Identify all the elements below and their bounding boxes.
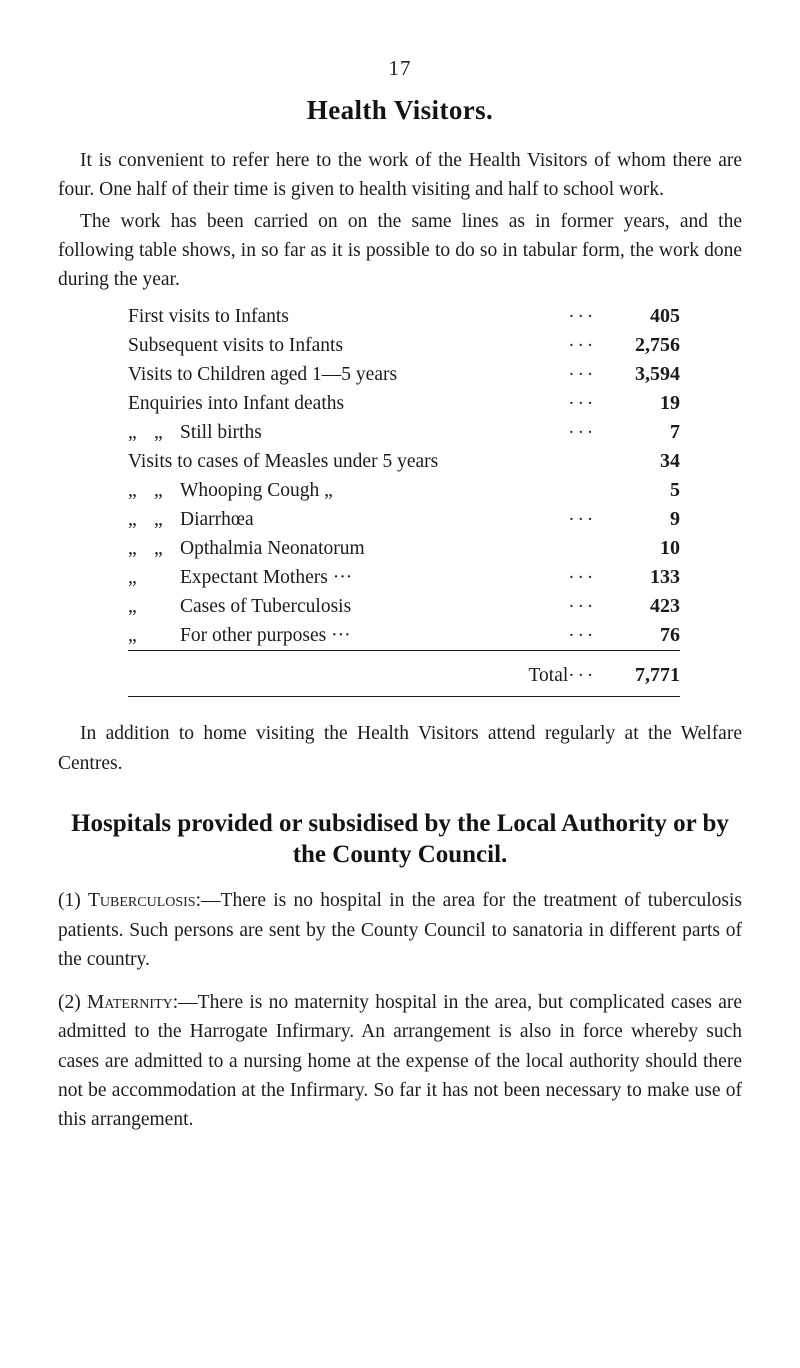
row-dots: ··· xyxy=(568,306,597,328)
table-row xyxy=(128,534,680,563)
table-row xyxy=(128,563,680,592)
row-dots xyxy=(568,534,608,563)
row-value: 7 xyxy=(670,421,680,444)
row-dots: ··· xyxy=(568,335,597,357)
row-value: 34 xyxy=(660,450,680,473)
table-row xyxy=(128,331,680,360)
total-dots: ··· xyxy=(568,665,597,687)
ditto-mark: „ xyxy=(128,567,137,589)
ditto-mark: „ xyxy=(128,422,137,444)
table-row xyxy=(128,447,680,476)
health-visitors-table-wrap xyxy=(128,302,680,697)
item-text: :—There is no maternity hospital in the area, but complicated cases are admitted to the Harrogate Infirmary. An arrangement is also in force whereby such cases are admitted to a nursing home at the expense of the local authority should there not be accommodation at the Infirmary. So far it has not been necessary to make use of this arrangement. xyxy=(58,992,742,1130)
health-visitors-intro xyxy=(58,146,742,294)
row-dots: ··· xyxy=(568,509,597,531)
item-number: (1) xyxy=(58,890,81,912)
hospitals-item-tuberculosis xyxy=(58,886,742,974)
row-dots: ··· xyxy=(568,364,597,386)
table-row xyxy=(128,621,680,651)
row-value: 3,594 xyxy=(635,363,680,386)
row-dots: ··· xyxy=(568,567,597,589)
section-title-hospitals: Hospitals provided or subsidised by the Local Authority or by the County Council. xyxy=(71,809,729,868)
table-rule-bottom xyxy=(128,690,680,697)
ditto-mark: „ xyxy=(154,480,163,502)
table-row xyxy=(128,505,680,534)
ditto-mark: „ xyxy=(128,538,137,560)
row-label-text: Whooping Cough „ xyxy=(180,480,333,502)
row-label-text: Diarrhœa xyxy=(180,509,254,531)
row-label-text: Opthalmia Neonatorum xyxy=(180,538,365,560)
row-label xyxy=(128,563,568,592)
closing-paragraph: In addition to home visiting the Health Visitors attend regularly at the Welfare Centres. xyxy=(58,723,742,774)
ditto-mark: „ xyxy=(128,480,137,502)
table-row xyxy=(128,302,680,331)
row-label xyxy=(128,592,568,621)
row-label xyxy=(128,534,568,563)
row-dots: ··· xyxy=(568,393,597,415)
row-value: 76 xyxy=(660,624,680,647)
paragraph-2: The work has been carried on on the same lines as in former years, and the following table shows, in so far as it is possible to do so in tabular form, the work done during the year. xyxy=(58,210,742,290)
item-number: (2) xyxy=(58,992,81,1013)
item-heading: Maternity xyxy=(86,992,173,1013)
ditto-mark: „ xyxy=(154,422,163,444)
item-text: :—There is no hospital in the area for the treatment of tuberculosis patients. Such persons are sent by the County Council to sanatoria in different parts of the country. xyxy=(58,890,742,970)
ditto-mark: „ xyxy=(154,538,163,560)
row-label: Visits to cases of Measles under 5 years xyxy=(128,451,439,473)
row-value: 19 xyxy=(660,392,680,415)
row-value: 9 xyxy=(670,508,680,531)
ditto-mark: „ xyxy=(128,596,137,618)
row-label-text: Still births xyxy=(180,422,262,444)
hospitals-item-maternity xyxy=(58,988,742,1134)
ditto-mark: „ xyxy=(154,509,163,531)
row-label-text: Expectant Mothers ··· xyxy=(180,567,353,589)
row-dots: ··· xyxy=(568,596,597,618)
table-total-row xyxy=(128,657,680,690)
total-value: 7,771 xyxy=(635,664,680,687)
table-row xyxy=(128,360,680,389)
section-title-health-visitors: Health Visitors. xyxy=(306,95,494,125)
row-value: 5 xyxy=(670,479,680,502)
row-dots: ··· xyxy=(568,422,597,444)
table-row xyxy=(128,476,680,505)
table-row xyxy=(128,389,680,418)
health-visitors-table xyxy=(128,302,680,697)
row-label xyxy=(128,418,568,447)
row-label: Enquiries into Infant deaths xyxy=(128,393,345,415)
page-number: 17 xyxy=(388,56,412,80)
row-label-text: For other purposes ··· xyxy=(180,625,351,647)
ditto-mark: „ xyxy=(128,625,137,647)
table-row xyxy=(128,592,680,621)
row-value: 423 xyxy=(650,595,680,618)
ditto-mark: „ xyxy=(128,509,137,531)
row-label xyxy=(128,505,568,534)
paragraph-1: It is convenient to refer here to the work of the Health Visitors of whom there are four. One half of their time is given to health visiting and half to school work. xyxy=(58,150,742,201)
row-dots xyxy=(568,447,608,476)
row-label: First visits to Infants xyxy=(128,306,289,328)
row-label xyxy=(128,476,568,505)
row-label: Subsequent visits to Infants xyxy=(128,335,344,357)
row-value: 2,756 xyxy=(635,334,680,357)
row-value: 133 xyxy=(650,566,680,589)
item-heading: Tuberculosis xyxy=(88,890,196,912)
row-value: 10 xyxy=(660,537,680,560)
table-row xyxy=(128,418,680,447)
document-page xyxy=(0,56,800,1368)
row-label xyxy=(128,621,568,651)
row-label-text: Cases of Tuberculosis xyxy=(180,596,352,618)
total-label: Total xyxy=(528,665,569,687)
row-dots xyxy=(568,476,608,505)
health-visitors-closing xyxy=(58,719,742,778)
row-value: 405 xyxy=(650,305,680,328)
row-dots: ··· xyxy=(568,625,597,647)
row-label: Visits to Children aged 1—5 years xyxy=(128,364,398,386)
